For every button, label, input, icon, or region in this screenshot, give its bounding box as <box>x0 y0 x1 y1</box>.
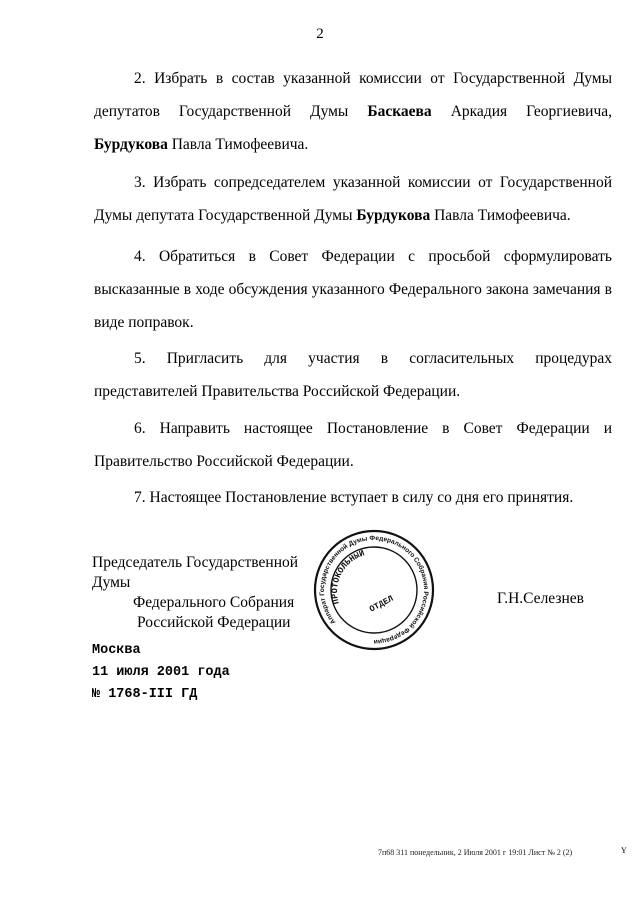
signatory-title-line1: Председатель Государственной Думы <box>92 554 299 591</box>
item-2 <box>94 62 612 161</box>
text-run: 5. Пригласить для участия в согласительных процедурах представителей Правительства Российской Федерации. <box>94 350 612 400</box>
signatory-title-line2: Федерального Собрания <box>133 594 295 611</box>
stamp-inner-bottom-text: ОТДЕЛ <box>367 593 396 615</box>
bold-name-run: Бурдукова <box>356 207 431 224</box>
text-run: 4. Обратиться в Совет Федерации с просьбой сформулировать высказанные в ходе обсуждения указанного Федерального закона замечания в виде поправок. <box>94 248 612 331</box>
stamp-outer-text: Аппарат Государственной Думы Федерального Собрания Российской Федерации <box>318 534 430 646</box>
text-run: 7. Настоящее Постановление вступает в силу со дня его принятия. <box>134 489 574 506</box>
item-3 <box>94 166 612 232</box>
issue-details <box>92 640 230 706</box>
issue-place: Москва <box>92 643 141 658</box>
item-5 <box>94 342 612 408</box>
page-number: 2 <box>316 26 324 42</box>
text-run: Павла Тимофеевича. <box>430 207 571 224</box>
bold-name-run: Баскаева <box>367 103 432 120</box>
signatory-title-line3: Российской Федерации <box>137 614 291 631</box>
stamp-inner-top-text: ПРОТОКОЛЬНЫЙ <box>329 548 366 606</box>
official-stamp <box>312 528 436 652</box>
item-4 <box>94 240 612 339</box>
item-7 <box>94 481 612 514</box>
issue-date: 11 июля 2001 года <box>92 665 230 680</box>
text-run: 3. Избрать сопредседателем указанной комиссии от Государственной Думы депутата Государственной Думы <box>94 174 612 224</box>
corner-mark: Y <box>621 846 627 855</box>
fax-footer: 7п68 311 понедельник, 2 Июля 2001 г 19:01 Лист № 2 (2) <box>378 848 573 857</box>
issue-number: № 1768-III ГД <box>92 687 198 702</box>
text-run: Павла Тимофеевича. <box>167 136 309 153</box>
text-run: 6. Направить настоящее Постановление в Совет Федерации и Правительство Российской Федерации. <box>94 420 612 470</box>
signatory-name: Г.Н.Селезнев <box>497 590 584 607</box>
text-run: Аркадия Георгиевича, <box>431 103 612 120</box>
text-run: 2. Избрать в состав указанной комиссии от Государственной Думы депутатов Государственной Думы <box>94 70 612 120</box>
signatory-title <box>92 553 332 633</box>
item-6 <box>94 412 612 478</box>
bold-name-run: Бурдукова <box>94 136 168 153</box>
